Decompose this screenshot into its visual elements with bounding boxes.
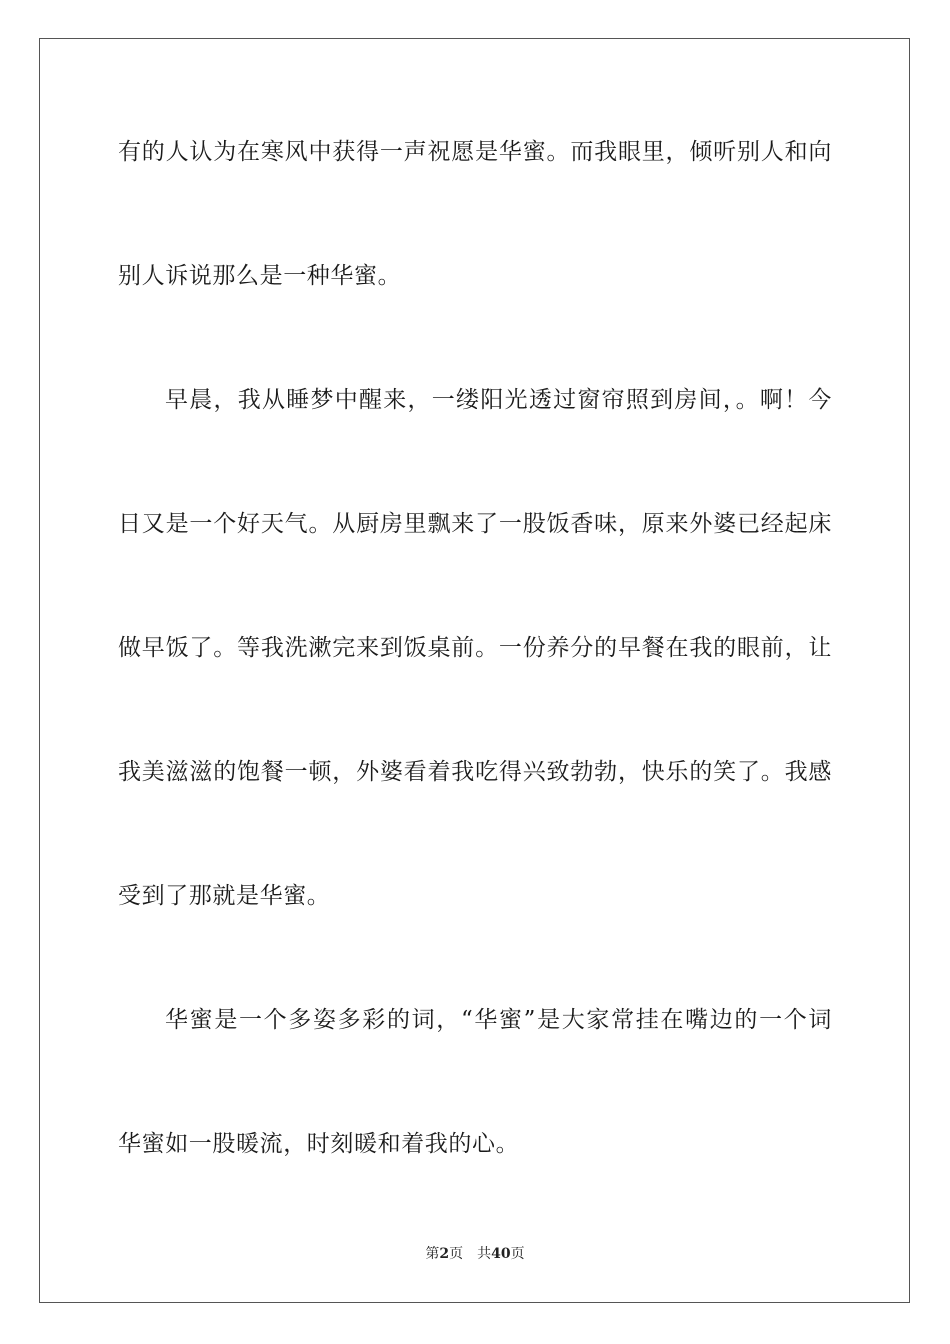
total-suffix: 页	[510, 1246, 525, 1262]
paragraph-2-line-4: 我美滋滋的饱餐一顿，外婆看着我吃得兴致勃勃，快乐的笑了。我感	[118, 759, 832, 785]
paragraph-2-line-2: 日又是一个好天气。从厨房里飘来了一股饭香味，原来外婆已经起床	[118, 511, 832, 537]
page-number: 2	[439, 1246, 450, 1262]
page-suffix: 页	[449, 1246, 464, 1262]
page-footer	[0, 1245, 950, 1263]
paragraph-3-line-1: 华蜜是一个多姿多彩的词，“华蜜”是大家常挂在嘴边的一个词	[165, 1007, 832, 1033]
paragraph-1-line-1: 有的人认为在寒风中获得一声祝愿是华蜜。而我眼里，倾听别人和向	[118, 139, 832, 165]
total-pages: 40	[491, 1246, 511, 1262]
paragraph-1-line-2: 别人诉说那么是一种华蜜。	[118, 263, 402, 289]
paragraph-2-line-3: 做早饭了。等我洗漱完来到饭桌前。一份养分的早餐在我的眼前，让	[118, 635, 832, 661]
paragraph-2-line-5: 受到了那就是华蜜。	[118, 883, 331, 909]
page-prefix: 第	[425, 1246, 440, 1262]
total-prefix: 共	[477, 1246, 492, 1262]
paragraph-2-line-1: 早晨，我从睡梦中醒来，一缕阳光透过窗帘照到房间，。啊！今	[165, 387, 832, 413]
paragraph-3-line-2: 华蜜如一股暖流，时刻暖和着我的心。	[118, 1131, 520, 1157]
page-border	[39, 38, 910, 1303]
